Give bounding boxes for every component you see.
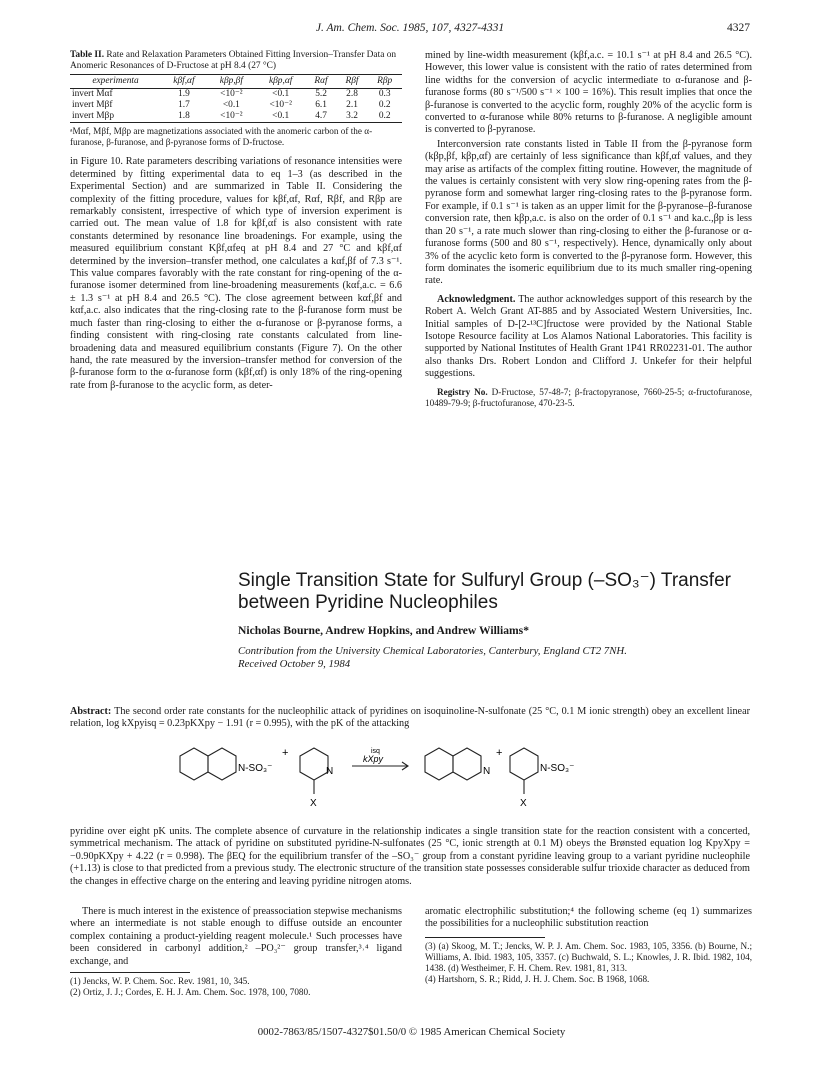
table-cell: 2.1 [346, 100, 358, 111]
table-label: Table II. [70, 50, 105, 60]
table-cell: <0.1 [222, 100, 240, 111]
rate-constant-label: kXpy [363, 754, 384, 764]
table-header-cell: kβp,αf [256, 75, 306, 89]
acknowledgment [425, 294, 752, 381]
reaction-scheme [150, 744, 670, 814]
table-cell: <0.1 [272, 89, 290, 100]
table-cell: <10⁻² [269, 100, 292, 111]
table-cell: 1.7 [178, 100, 190, 111]
affiliation [238, 645, 798, 671]
table-header-cell: Rβp [367, 75, 402, 89]
pyridine-ring-shape [300, 748, 328, 780]
table-cell: 0.2 [367, 111, 402, 123]
table-cell: 1.8 [161, 111, 207, 123]
table-header-cell: Rβf [337, 75, 368, 89]
registry-numbers [425, 387, 752, 409]
page-number: 4327 [727, 22, 750, 34]
pyridine-n-label: N [326, 766, 334, 777]
table-header-cell: Rαf [305, 75, 336, 89]
intro-paragraph-right: aromatic electrophilic substitution;⁴ the following scheme (eq 1) summarizes the possibilities for a nucleophilic substitution reaction [425, 906, 752, 930]
table-footnote: ᵃMαf, Mβf, Mβp are magnetizations associated with the anomeric carbon of the α-furanose, β-furanose, and β-pyranose forms of D-fructose. [70, 126, 373, 148]
right-paragraph-1: mined by line-width measurement (kβf,a.c. = 10.1 s⁻¹ at pH 8.4 and 26.5 °C). However, this lower value is consistent with the ratio of rates determined from line widths for the conversion of acyclic intermediate to α-furanose and β-furanose forms (80 s⁻¹/500 s⁻¹ × 100 = 16%). This result implies that once the β-furanose is converted to the acyclic form, roughly 20% of the acyclic form is converted to α-furanose while 80% returns to β-furanose. A negligible amount is converted to β-pyranose. [425, 50, 752, 136]
intro-paragraph-left: There is much interest in the existence of preassociation stepwise mechanisms where an intermediate is not stable enough to diffuse outside an encounter complex containing a product-yielding reagent molecule.¹ Such processes have been considered in carbonyl addition,² –PO₃²⁻ group transfer,³˒⁴ ligand exchange, and [70, 906, 402, 967]
received-date: Received October 9, 1984 [238, 658, 351, 670]
table-caption-text: Rate and Relaxation Parameters Obtained Fitting Inversion–Transfer Data on Anomeric Resonances of D-Fructose at pH 8.4 (27 °C) [70, 50, 397, 72]
table-cell: 2.8 [346, 89, 358, 100]
title-line-2: between Pyridine Nucleophiles [238, 592, 498, 613]
table-caption [70, 50, 402, 72]
copyright-footer: 0002-7863/85/1507-4327$01.50/0 © 1985 American Chemical Society [257, 1026, 566, 1038]
registry-label: Registry No. [437, 386, 488, 397]
table-header-cell: experimenta [70, 75, 161, 89]
right-sulfonate-label: N-SO₃⁻ [540, 763, 575, 774]
right-paragraph-2: Interconversion rate constants listed in Table II from the β-pyranose form (kβp,βf, kβp,αf) are certainly of less significance than kβf,αf values, and they may arise as artifacts of the complex fitting routine. However, the magnitude of the values is certainly consistent with very slow ring-opening rates from the β-pyranose form and somewhat larger ring-closing rates to the β-pyranose form. For example, if 0.1 s⁻¹ is taken as an upper limit for the β-pyranose–β-furanose conversion rate, then kβp,a.c. is also on the order of 0.1 s⁻¹ and ka.c.,βp is less than 20 s⁻¹, a rate much slower than ring-closing to either the β-furanose or α-furanose forms (500 and 80 s⁻¹, respectively). Hence, dynamically only about 3% of the acyclic keto form is converted to the β-pyranose form. However, this form dominates the isomeric equilibrium due to its much smaller ring-opening rate. [425, 138, 752, 287]
rate-superscript: isq [371, 748, 380, 755]
right-column [425, 50, 752, 411]
table-cell: invert Mβf [72, 100, 113, 111]
registry-text: D-Fructose, 57-48-7; β-fractopyranose, 7660-25-5; α-fructofuranose, 10489-79-9; β-fructofuranose, 470-23-5. [425, 386, 752, 408]
plus-sign-1: + [282, 747, 289, 759]
author-list: Nicholas Bourne, Andrew Hopkins, and Andrew Williams* [238, 624, 529, 637]
table-cell: 0.3 [378, 89, 391, 100]
table-cell: <0.1 [256, 111, 306, 123]
table-cell: 5.2 [315, 89, 327, 100]
intro-left-column [70, 906, 402, 998]
footnote-rule-left [70, 972, 190, 973]
table-cell: 3.2 [337, 111, 368, 123]
article-title [238, 570, 798, 614]
abstract-text-1: The second order rate constants for the nucleophilic attack of pyridines on isoquinoline-N-sulfonate (25 °C, 0.1 M ionic strength) obey an excellent linear relation, log kXpyisq = 0.23pKXpy − 1.91 (r = 0.995), with the pK of the attacking [70, 706, 750, 730]
left-sulfonate-label: N-SO₃⁻ [238, 763, 273, 774]
left-column [70, 50, 402, 394]
table-cell: 6.1 [315, 100, 327, 111]
table-row [70, 111, 402, 123]
table-header-cell: kβp,βf [207, 75, 256, 89]
reaction-scheme-drawing [150, 744, 670, 814]
table-cell: <10⁻² [207, 111, 256, 123]
substituent-x-right: X [520, 798, 527, 809]
table-cell: invert Mβp [70, 111, 161, 123]
intro-right-column [425, 906, 752, 985]
table-row [70, 89, 402, 101]
table-cell: 0.2 [378, 100, 391, 111]
footnote-1: (1) Jencks, W. P. Chem. Soc. Rev. 1981, 10, 345. [70, 976, 250, 987]
footnote-4: (4) Hartshorn, S. R.; Ridd, J. H. J. Chem. Soc. B 1968, 1068. [425, 973, 650, 984]
isoquinoline-n-label: N [483, 766, 491, 777]
abstract-part-1 [70, 706, 750, 731]
benzene-ring-shape [180, 748, 208, 780]
footnote-3: (3) (a) Skoog, M. T.; Jencks, W. P. J. Am. Chem. Soc. 1983, 105, 3356. (b) Bourne, N.; Williams, A. Ibid. 1983, 105, 3357. (c) Buchwald, S. L.; Knowles, J. R. Ibid. 1982, 104, 1438. (d) Westheimer, F. H. Chem. Rev. 1981, 81, 313. [425, 940, 752, 973]
table-cell: 1.9 [178, 89, 190, 100]
acknowledgment-label: Acknowledgment. [437, 293, 516, 305]
left-column-text [70, 156, 402, 392]
left-paragraph: in Figure 10. Rate parameters describing variations of resonance intensities were determined by fitting experimental data to eq 1–3 (as described in the Experimental Section) and are summarized in Table II. Considering the complexity of the fitting procedure, values for kβf,αf, Rαf, Rβf, and Rβp are remarkably consistent, irrespective of which type of inversion experiment is carried out. The mean value of 1.8 for kβf,αf is also consistent with rate constants determined by resonance line broadenings. For example, using the measured equilibrium constant Kβf,αfeq at pH 8.4 and 27 °C and kβf,αf determined by the inversion–transfer method, one calculates a kαf,βf of 7.3 s⁻¹. This value compares favorably with the rate constant for ring-opening of the α-furanose isomer determined from line-broadening measurements (kαf,a.c. = 6.6 ± 1.3 s⁻¹ at pH 8.4 and 26.5 °C). The close agreement between kαf,βf and kαf,a.c. also indicates that the ring-closing rate to the β-furanose form must be much faster than ring-closing to either the α-furanose or β-pyranose forms, a finding consistent with ring-closing rate constants calculated from line-broadening data and measured equilibrium constants (Figure 7). On the other hand, the rate measured by the inversion–transfer method for conversion of the β-furanose form to the α-furanose form (kβf,αf) is only 18% of the ring-opening rate from β-furanose to the acyclic form, as deter- [70, 156, 402, 391]
abstract-label: Abstract: [70, 706, 112, 717]
title-line-1: Single Transition State for Sulfuryl Group (–SO₃⁻) Transfer [238, 570, 731, 591]
table-header-cell: kβf,αf [161, 75, 207, 89]
footnote-2: (2) Ortiz, J. J.; Cordes, E. H. J. Am. Chem. Soc. 1978, 100, 7080. [70, 987, 311, 998]
acknowledgment-text: The author acknowledges support of this research by the Robert A. Welch Grant AT-885 and by Associated Western Universities, Inc. Initial samples of D-[2-¹³C]fructose were provided by the National Stable Isotope Resource facility at Los Alamos National Laboratories. This facility is supported by National Institutes of Health Grant 1P41 RR02231-01. The author also thanks Drs. Robert London and Clifford J. Unkefer for their helpful suggestions. [425, 293, 752, 380]
table-cell: 4.7 [305, 111, 336, 123]
table-cell: <10⁻² [220, 89, 243, 100]
affiliation-text: Contribution from the University Chemical Laboratories, Canterbury, England CT2 7NH. [238, 645, 627, 657]
table-row [70, 100, 402, 111]
substituent-x-left: X [310, 798, 317, 809]
plus-sign-2: + [496, 747, 503, 759]
journal-citation: J. Am. Chem. Soc. 1985, 107, 4327-4331 [315, 22, 505, 34]
footnote-rule-right [425, 937, 545, 938]
pyridinium-ring-shape [208, 748, 236, 780]
table-cell: invert Mαf [72, 89, 113, 100]
rate-parameter-table [70, 74, 402, 123]
abstract-part-2: pyridine over eight pK units. The complete absence of curvature in the relationship indicates a single transition state for the reaction consistent with a concerted, symmetrical mechanism. The attack of pyridine on substituted pyridine-N-sulfonates (25 °C, ionic strength at 0.1 M) obeys the Brønsted equation log KpyXpy = −0.90pKXpy + 4.22 (r = 0.998). The βEQ for the equilibrium transfer of the –SO₃⁻ group from a constant pyridine leaving group to a variant pyridine nucleophile (+1.13) is close to that predicted from a previous study. The electronic structure of the transition state possesses considerable sulfur trioxide character as deduced from the changes in effective charge on the entering and leaving pyridine nitrogen atoms. [70, 826, 750, 887]
